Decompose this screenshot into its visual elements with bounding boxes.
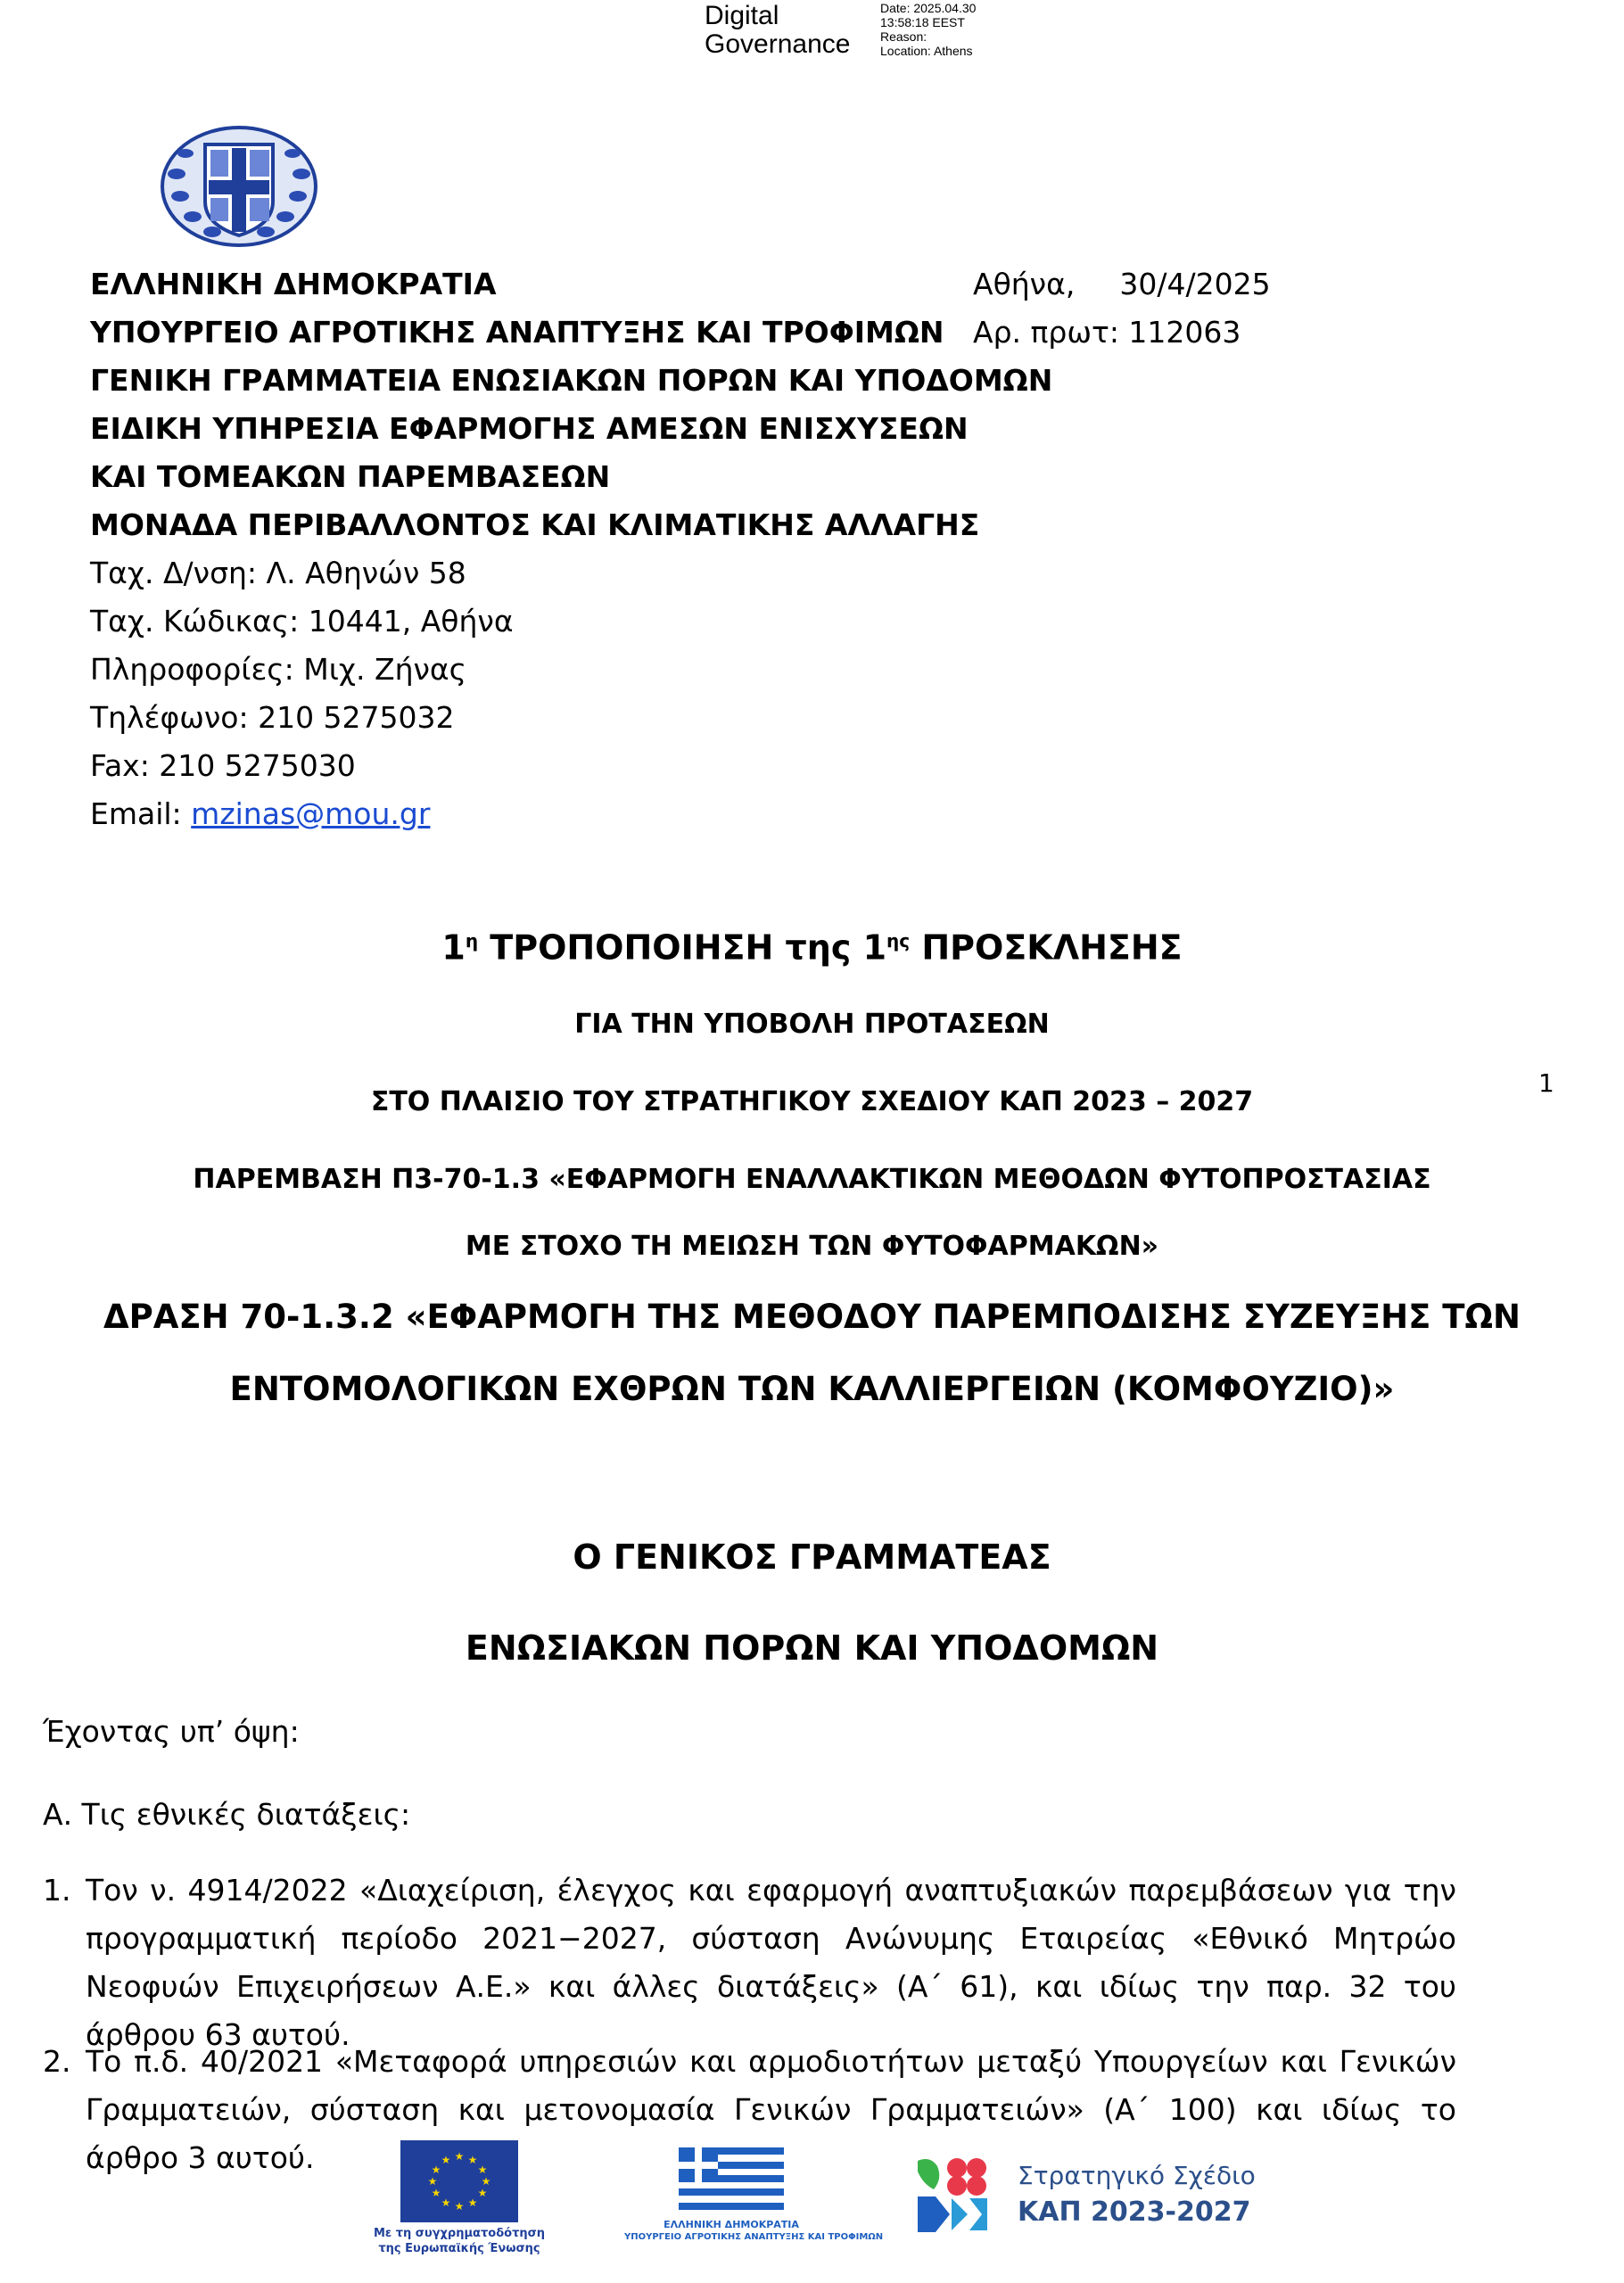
signature-date: Date: 2025.04.30: [880, 1, 977, 15]
signature-line-digital: Digital: [705, 1, 779, 30]
signature-line-governance: Governance: [705, 29, 851, 59]
org-line-republic: ΕΛΛΗΝΙΚΗ ΔΗΜΟΚΡΑΤΙΑ: [90, 267, 497, 301]
svg-text:★: ★: [467, 2154, 478, 2166]
eu-caption-2: της Ευρωπαϊκής Ένωσης: [378, 2242, 540, 2255]
title-middle: ΤΡΟΠΟΠΟΙΗΣΗ της 1: [478, 927, 887, 968]
svg-text:★: ★: [431, 2163, 441, 2176]
title-line-action-cont: ΕΝΤΟΜΟΛΟΓΙΚΩΝ ΕΧΘΡΩΝ ΤΩΝ ΚΑΛΛΙΕΡΓΕΙΩΝ (ΚΟΜΦΟΥΖΙΟ)»: [229, 1370, 1395, 1408]
postal-address: Ταχ. Δ/νση: Λ. Αθηνών 58: [90, 556, 466, 590]
title-line-submission: ΓΙΑ ΤΗΝ ΥΠΟΒΟΛΗ ΠΡΟΤΑΣΕΩΝ: [574, 1009, 1050, 1040]
kap-line-2: ΚΑΠ 2023-2027: [1018, 2196, 1251, 2228]
kap-strategic-plan-logo: [914, 2154, 1256, 2243]
svg-text:★: ★: [477, 2163, 488, 2176]
kap-emblem-icon: [914, 2154, 1003, 2234]
org-line-general-secretariat: ΓΕΝΙΚΗ ΓΡΑΜΜΑΤΕΙΑ ΕΝΩΣΙΑΚΩΝ ΠΟΡΩΝ ΚΑΙ ΥΠΟΔΟΜΩΝ: [90, 363, 1053, 398]
ministry-caption-2: ΥΠΟΥΡΓΕΙΟ ΑΓΡΟΤΙΚΗΣ ΑΝΑΠΤΥΞΗΣ ΚΑΙ ΤΡΟΦΙΜΩΝ: [624, 2232, 884, 2242]
signature-time: 13:58:18 EEST: [880, 15, 965, 29]
list-item-text: Το π.δ. 40/2021 «Μεταφορά υπηρεσιών και αρμοδιοτήτων μεταξύ Υπουργείων και Γενικών Γραμματειών, σύσταση και μετονομασία Γενικών Γραμματειών» (Α΄ 100) και ιδίως το άρθρο 3 αυτού.: [86, 2044, 1456, 2175]
list-item-number: 2.: [43, 2044, 71, 2079]
org-line-unit: ΜΟΝΑΔΑ ΠΕΡΙΒΑΛΛΟΝΤΟΣ ΚΑΙ ΚΛΙΜΑΤΙΚΗΣ ΑΛΛΑΓΗΣ: [90, 507, 980, 542]
title-line-target: ΜΕ ΣΤΟΧΟ ΤΗ ΜΕΙΩΣΗ ΤΩΝ ΦΥΤΟΦΑΡΜΑΚΩΝ»: [465, 1231, 1159, 1262]
phone-number: Τηλέφωνο: 210 5275032: [90, 700, 455, 735]
authority-title: Ο ΓΕΝΙΚΟΣ ΓΡΑΜΜΑΤΕΑΣ: [573, 1537, 1051, 1577]
svg-text:★: ★: [427, 2175, 438, 2188]
svg-text:★: ★: [454, 2200, 465, 2213]
signature-location: Location: Athens: [880, 44, 973, 58]
considering-intro: Έχοντας υπ’ όψη:: [43, 1714, 300, 1749]
place-date-line: [973, 260, 1271, 309]
contact-person: Πληροφορίες: Μιχ. Ζήνας: [90, 652, 467, 687]
svg-text:★: ★: [454, 2150, 465, 2163]
svg-text:★: ★: [477, 2187, 488, 2199]
list-item-number: 1.: [43, 1873, 71, 1908]
email-link[interactable]: mzinas@mou.gr: [191, 796, 431, 831]
svg-text:★: ★: [481, 2175, 491, 2188]
title-line-action: ΔΡΑΣΗ 70-1.3.2 «ΕΦΑΡΜΟΓΗ ΤΗΣ ΜΕΘΟΔΟΥ ΠΑΡΕΜΠΟΔΙΣΗΣ ΣΥΖΕΥΞΗΣ ΤΩΝ: [103, 1298, 1521, 1336]
place: Αθήνα,: [973, 267, 1076, 301]
list-item: [43, 1867, 1456, 2059]
protocol-number: Αρ. πρωτ: 112063: [973, 315, 1241, 350]
greek-flag-icon: [679, 2147, 784, 2210]
title-line-intervention: ΠΑΡΕΜΒΑΣΗ Π3-70-1.3 «ΕΦΑΡΜΟΓΗ ΕΝΑΛΛΑΚΤΙΚΩΝ ΜΕΘΟΔΩΝ ΦΥΤΟΠΡΟΣΤΑΣΙΑΣ: [193, 1164, 1431, 1195]
document-title: [0, 917, 1624, 972]
signature-reason: Reason:: [880, 29, 927, 44]
svg-text:★: ★: [441, 2196, 451, 2209]
title-line-framework: ΣΤΟ ΠΛΑΙΣΙΟ ΤΟΥ ΣΤΡΑΤΗΓΙΚΟΥ ΣΧΕΔΙΟΥ ΚΑΠ 2023 – 2027: [370, 1086, 1254, 1117]
org-line-ministry: ΥΠΟΥΡΓΕΙΟ ΑΓΡΟΤΙΚΗΣ ΑΝΑΠΤΥΞΗΣ ΚΑΙ ΤΡΟΦΙΜΩΝ: [90, 315, 944, 350]
ministry-footer-logo: [624, 2147, 884, 2244]
eu-caption-1: Με τη συγχρηματοδότηση: [374, 2227, 545, 2240]
page-number: 1: [1538, 1068, 1554, 1098]
title-superscript-2: ης: [886, 930, 911, 952]
date-protocol-block: [973, 260, 1271, 357]
eu-flag-icon: [400, 2140, 518, 2222]
svg-text:★: ★: [431, 2187, 441, 2199]
postal-code: Ταχ. Κώδικας: 10441, Αθήνα: [90, 604, 514, 639]
section-a-heading: Α. Τις εθνικές διατάξεις:: [43, 1797, 411, 1832]
list-item-text: Τον ν. 4914/2022 «Διαχείριση, έλεγχος και εφαρμογή αναπτυξιακών παρεμβάσεων για την προγραμματική περίοδο 2021−2027, σύσταση Ανώνυμης Εταιρείας «Εθνικό Μητρώο Νεοφυών Επιχειρήσεων Α.Ε.» και άλλες διατάξεις» (Α΄ 61), και ιδίως την παρ. 32 του άρθρου 63 αυτού.: [86, 1873, 1456, 2052]
svg-text:★: ★: [441, 2154, 451, 2166]
greek-coat-of-arms-logo: [159, 125, 319, 251]
authority-subtitle: ΕΝΩΣΙΑΚΩΝ ΠΟΡΩΝ ΚΑΙ ΥΠΟΔΟΜΩΝ: [465, 1628, 1159, 1668]
title-number: 1: [441, 927, 466, 968]
fax-number: Fax: 210 5275030: [90, 748, 356, 783]
title-superscript-1: η: [465, 930, 479, 952]
ministry-caption-1: ΕΛΛΗΝΙΚΗ ΔΗΜΟΚΡΑΤΙΑ: [664, 2219, 799, 2230]
email-line: [90, 790, 1052, 838]
kap-line-1: Στρατηγικό Σχέδιο: [1018, 2161, 1256, 2190]
document-date: 30/4/2025: [1119, 267, 1271, 301]
title-suffix: ΠΡΟΣΚΛΗΣΗΣ: [910, 927, 1183, 968]
org-line-sectoral: ΚΑΙ ΤΟΜΕΑΚΩΝ ΠΑΡΕΜΒΑΣΕΩΝ: [90, 459, 611, 494]
svg-text:★: ★: [467, 2196, 478, 2209]
org-line-special-service: ΕΙΔΙΚΗ ΥΠΗΡΕΣΙΑ ΕΦΑΡΜΟΓΗΣ ΑΜΕΣΩΝ ΕΝΙΣΧΥΣΕΩΝ: [90, 411, 969, 446]
eu-cofunding-logo: [366, 2140, 553, 2256]
email-label: Email:: [90, 796, 192, 831]
sender-block: [90, 260, 1052, 838]
